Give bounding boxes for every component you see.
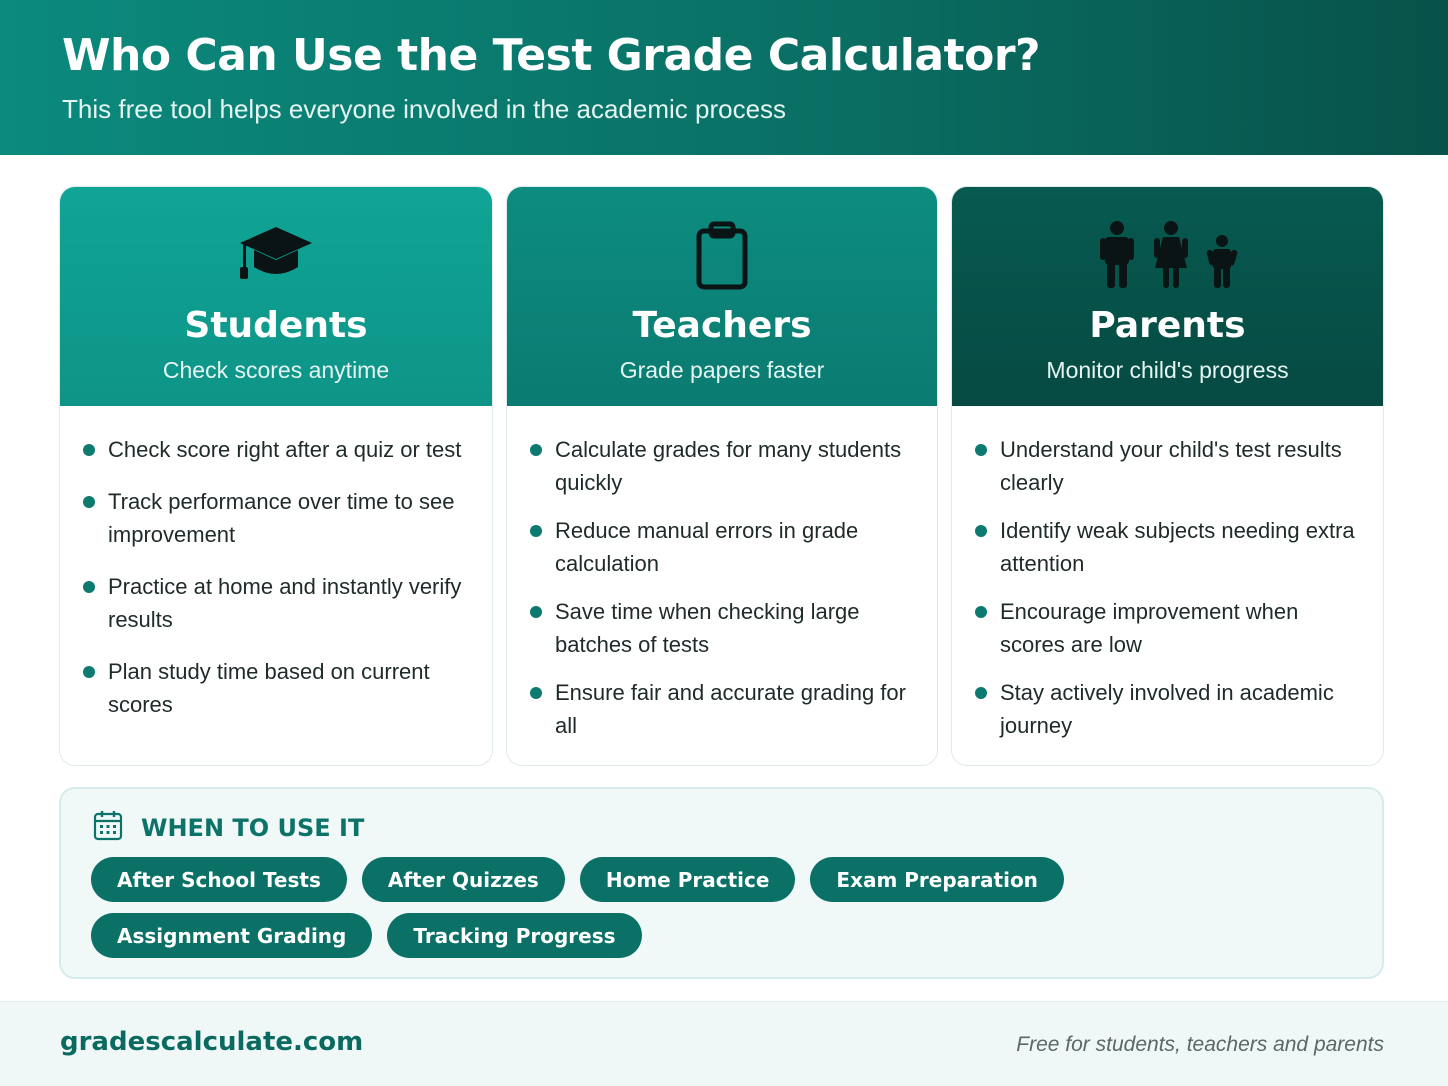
family-icon [952,215,1383,295]
teachers-card [506,186,938,766]
teachers-card-header [507,187,937,406]
site-link[interactable]: gradescalculate.com [60,1027,364,1057]
tag-assignment-grading: Assignment Grading [91,913,372,958]
list-item: Check score right after a quiz or test [82,433,472,466]
list-item: Reduce manual errors in grade calculation [529,514,917,580]
tag-after-quizzes: After Quizzes [362,857,565,902]
woman-icon [1151,220,1191,290]
parents-subtitle: Monitor child's progress [1046,357,1289,383]
list-item: Identify weak subjects needing extra attention [974,514,1363,580]
list-item: Track performance over time to see improvement [82,485,472,551]
page-title: Who Can Use the Test Grade Calculator? [62,30,1041,81]
when-to-use-header [93,809,364,846]
list-item: Practice at home and instantly verify results [82,570,472,636]
tag-after-school-tests: After School Tests [91,857,347,902]
clipboard-icon [507,215,937,295]
usage-tag-list [91,857,1351,958]
parents-title: Parents [1089,305,1246,346]
students-card-header [60,187,492,406]
list-item: Plan study time based on current scores [82,655,472,721]
students-title: Students [184,305,368,346]
when-to-use-title: WHEN TO USE IT [141,813,365,842]
when-to-use-panel [59,787,1384,979]
list-item: Stay actively involved in academic journey [974,676,1363,742]
graduation-cap-icon [60,215,492,295]
man-icon [1097,220,1137,290]
students-bullet-list [82,433,472,740]
calendar-icon [93,809,123,846]
teachers-bullet-list [529,433,917,757]
tag-home-practice: Home Practice [580,857,796,902]
list-item: Understand your child's test results clearly [974,433,1363,499]
child-icon [1205,234,1239,290]
parents-card-header [952,187,1383,406]
students-card [59,186,493,766]
page-header [0,0,1448,155]
list-item: Ensure fair and accurate grading for all [529,676,917,742]
footer-tagline: Free for students, teachers and parents [1016,1033,1384,1056]
students-subtitle: Check scores anytime [162,357,390,383]
list-item: Calculate grades for many students quickly [529,433,917,499]
parents-bullet-list [974,433,1363,757]
tag-exam-preparation: Exam Preparation [810,857,1064,902]
teachers-subtitle: Grade papers faster [619,357,825,383]
parents-card [951,186,1384,766]
page-footer [0,1001,1448,1086]
tag-tracking-progress: Tracking Progress [387,913,641,958]
list-item: Encourage improvement when scores are low [974,595,1363,661]
page-subtitle: This free tool helps everyone involved in the academic process [62,94,787,124]
teachers-title: Teachers [632,305,812,346]
list-item: Save time when checking large batches of tests [529,595,917,661]
